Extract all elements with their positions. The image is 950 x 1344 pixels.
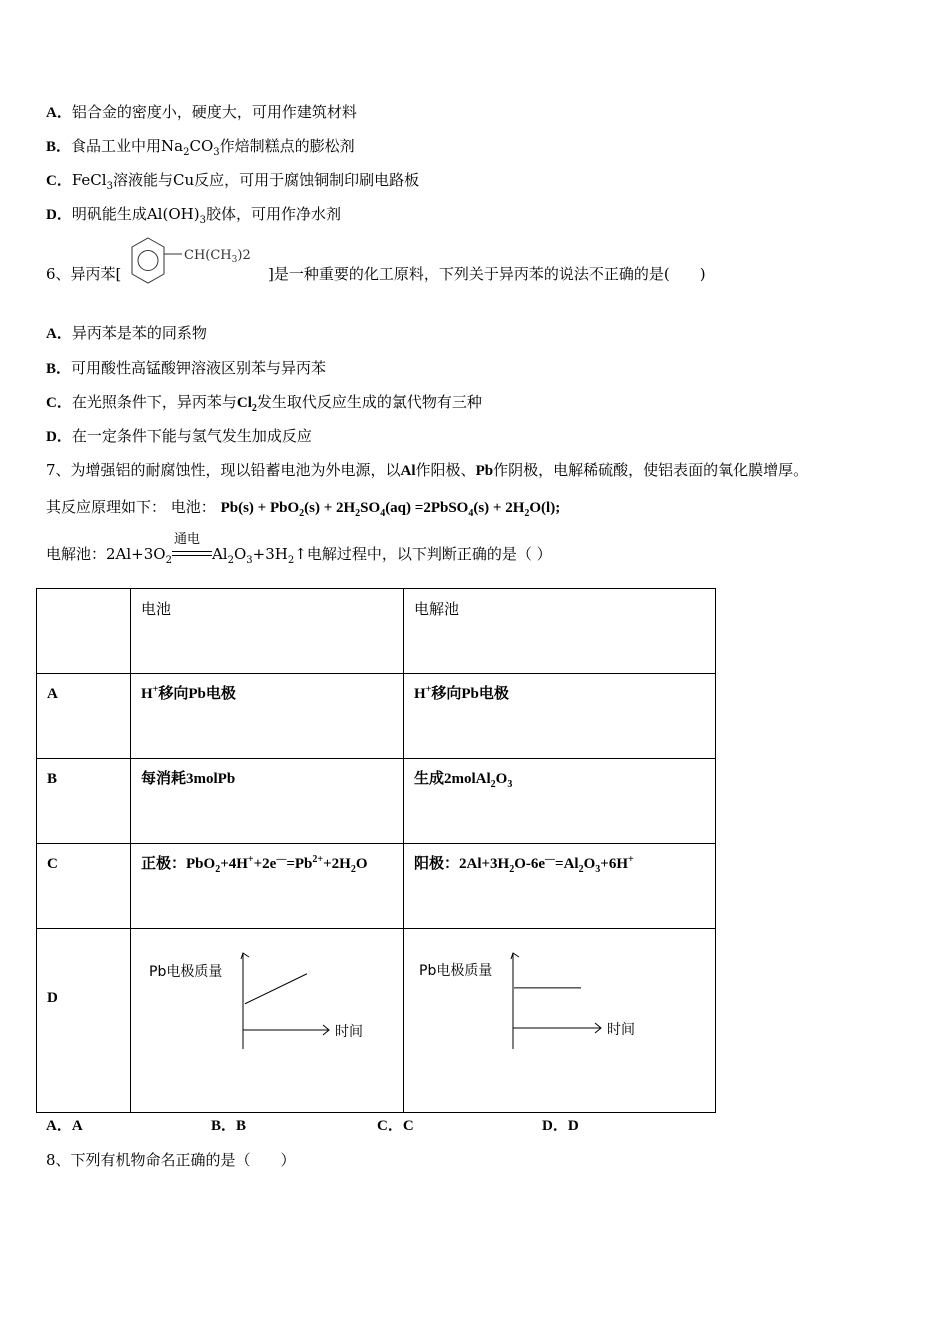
row-label-d: D	[47, 990, 58, 1006]
condition-label: 通电	[173, 532, 200, 547]
cell-b-battery: 每消耗3molPb	[141, 771, 236, 787]
q5-option-a	[46, 102, 357, 123]
formula: Cl	[236, 395, 252, 411]
stem-text: 7、为增强铝的耐腐蚀性，现以铅蓄电池为外电源，以	[46, 461, 401, 479]
stem-text: 电解过程中，以下判断正确的是（ ）	[306, 545, 552, 563]
subscript: 2	[165, 555, 172, 566]
header-battery: 电池	[141, 600, 172, 618]
option-letter: D．	[46, 207, 72, 223]
gas-arrow: ↑	[294, 545, 307, 563]
option-text: 在光照条件下，异丙苯与	[71, 393, 237, 411]
equation-text: Al	[211, 545, 228, 563]
option-text: 可用酸性高锰酸钾溶液区别苯与异丙苯	[71, 359, 327, 377]
chart-battery	[145, 945, 375, 1059]
equation-text: O	[233, 545, 247, 563]
subscript: 3	[106, 181, 113, 192]
benzene-ring	[132, 238, 164, 283]
q7-battery-equation	[46, 497, 560, 518]
option-text: 溶液能与Cu反应，可用于腐蚀铜制印刷电路板	[112, 171, 420, 189]
header-electrolysis: 电解池	[414, 600, 460, 618]
equation-text: +3H	[252, 545, 288, 563]
y-axis-label: Pb电极质量	[419, 963, 493, 979]
x-axis-label: 时间	[335, 1024, 363, 1040]
series-line-increasing	[245, 974, 307, 1004]
subscript: 3	[246, 555, 253, 566]
equation-text: 电解池：2Al+3O	[46, 545, 166, 563]
y-axis-arrow	[511, 953, 519, 959]
q7-table	[36, 588, 716, 1113]
substituent-tail: )2	[237, 248, 251, 263]
option-letter: D．	[46, 429, 72, 445]
q6-option-d	[46, 426, 312, 447]
formula: Al	[400, 463, 416, 479]
option-letter: B．	[46, 139, 72, 155]
q7-answer-b[interactable]: B．B	[211, 1118, 247, 1134]
q7-electrolysis-equation	[46, 532, 552, 566]
q7-stem	[46, 460, 808, 481]
q6-option-b	[46, 358, 326, 379]
table-divider	[130, 589, 131, 1112]
q8-stem: 8、下列有机物命名正确的是（ ）	[46, 1151, 296, 1169]
option-text: 在一定条件下能与氢气发生加成反应	[71, 427, 312, 445]
reaction-condition-arrow	[172, 532, 212, 564]
q5-option-c	[46, 170, 419, 191]
cell-c-electrolysis: 阳极：$2Al+3H_2O-6e^—=Al_2O_3+6H^+$	[414, 854, 634, 875]
q5-option-b	[46, 136, 355, 157]
isopropylbenzene-structure	[130, 236, 270, 292]
option-text: 铝合金的密度小，硬度大，可用作建筑材料	[71, 103, 357, 121]
option-text: 胶体，可用作净水剂	[205, 205, 341, 223]
substituent-text: CH(CH	[184, 248, 232, 263]
option-letter: B．	[46, 361, 72, 377]
option-text: 发生取代反应生成的氯代物有三种	[256, 393, 482, 411]
stem-text: 作阳极、	[415, 461, 476, 479]
table-divider	[37, 843, 715, 844]
chart-electrolysis-svg	[417, 945, 647, 1055]
subscript: 2	[227, 555, 234, 566]
option-letter: C．	[46, 173, 72, 189]
formula: FeCl	[71, 171, 107, 189]
row-label-c: C	[47, 856, 58, 872]
chart-battery-svg	[145, 945, 375, 1055]
q7-answer-d[interactable]: D．D	[542, 1118, 579, 1134]
chart-electrolysis	[417, 945, 647, 1059]
y-axis-label: Pb电极质量	[149, 964, 223, 980]
cell-c-battery: 正极：$PbO_2+4H^++2e^—=Pb^{2+}+2H_2O$	[141, 854, 368, 875]
subscript: 2	[183, 147, 190, 158]
option-text: 食品工业中用	[71, 137, 162, 155]
formula: Na	[161, 137, 184, 155]
table-divider	[37, 758, 715, 759]
benzene-circle	[138, 251, 158, 271]
option-text: 异丙苯是苯的同系物	[71, 324, 207, 342]
q7-answer-c[interactable]: C．C	[377, 1118, 414, 1134]
option-text: 明矾能生成Al(OH)	[71, 205, 200, 223]
formula: Pb	[475, 463, 494, 479]
subscript: 2	[251, 403, 257, 414]
substituent-label	[184, 248, 251, 265]
option-text: 作焙制糕点的膨松剂	[219, 137, 355, 155]
table-divider	[37, 673, 715, 674]
subscript: 3	[231, 255, 238, 265]
battery-equation: $Pb(s) + PbO_2(s) + 2H_2SO_4(aq)$ =2PbSO$_4$(s) + $2H_2O(l)$;	[220, 500, 561, 519]
option-letter: A．	[46, 326, 72, 342]
table-divider	[403, 589, 404, 1112]
q6-stem: ]是一种重要的化工原料，下列关于异丙苯的说法不正确的是( )	[268, 265, 706, 283]
stem-text: 作阴极，电解稀硫酸，使铝表面的氧化膜增厚。	[493, 461, 809, 479]
q7-answer-a[interactable]: A．A	[46, 1118, 83, 1134]
subscript: 3	[213, 147, 220, 158]
subscript: 3	[199, 215, 206, 226]
option-letter: C．	[46, 395, 72, 411]
q5-option-d	[46, 204, 341, 225]
formula: CO	[189, 137, 214, 155]
cell-a-electrolysis: H+移向Pb电极	[414, 684, 509, 702]
q6-option-a	[46, 323, 207, 344]
x-axis-label: 时间	[607, 1022, 635, 1038]
q6-prefix: 6、异丙苯[	[46, 265, 122, 283]
stem-text: 其反应原理如下： 电池：	[46, 498, 216, 516]
row-label-b: B	[47, 771, 58, 787]
y-axis-arrow	[241, 953, 249, 959]
table-divider	[37, 928, 715, 929]
row-label-a: A	[47, 686, 58, 702]
cell-b-electrolysis: 生成$2molAl_2O_3$	[414, 771, 513, 790]
subscript: 2	[287, 555, 295, 566]
q6-option-c	[46, 392, 482, 413]
cell-a-battery: H+移向Pb电极	[141, 684, 236, 702]
option-letter: A．	[46, 105, 72, 121]
